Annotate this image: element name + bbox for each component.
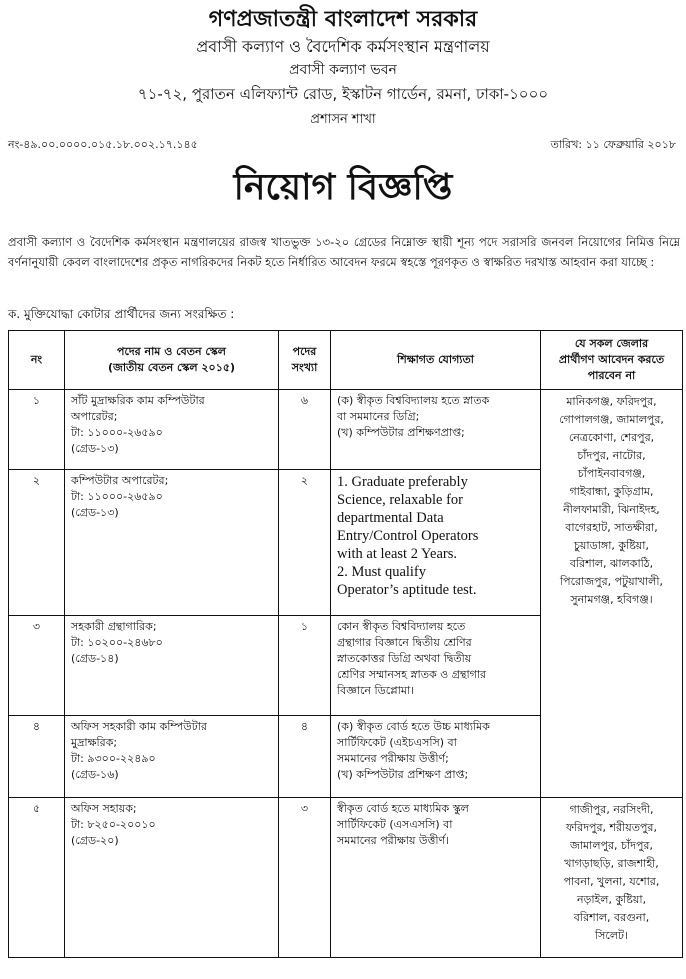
district-line: মানিকগঞ্জ, ফরিদপুর,	[566, 395, 657, 408]
row-qty: ৬	[279, 390, 331, 470]
row-post	[65, 798, 279, 958]
vacancy-table	[8, 330, 683, 958]
row-qualification	[331, 470, 541, 616]
header-districts-line1: যে সকল জেলার	[574, 337, 649, 350]
district-line: সিলেট।	[595, 929, 628, 942]
header-qty-line2: সংখ্যা	[291, 361, 318, 374]
table-row	[9, 390, 683, 470]
qualification-line: 2. Must qualify	[337, 564, 427, 580]
district-line: বরিশাল, বরগুনা,	[573, 911, 650, 924]
district-line: গাইবান্ধা, কুড়িগ্রাম,	[569, 485, 654, 498]
qualification-line: সমমানের পরীক্ষায় উত্তীর্ণ।	[337, 834, 450, 847]
quota-heading: ক. মুক্তিযোদ্ধা কোটার প্রার্থীদের জন্য সংরক্ষিত :	[8, 307, 235, 321]
qualification-line: স্নাতকোত্তর ডিগ্রি অথবা দ্বিতীয়	[337, 652, 472, 665]
post-line: অফিস সহকারী কাম কম্পিউটার	[71, 720, 207, 733]
row-qty: ৩	[279, 798, 331, 958]
address: ৭১-৭২, পুরাতন এলিফ্যান্ট রোড, ইস্কাটন গার্ডেন, রমনা, ঢাকা-১০০০	[137, 85, 549, 103]
building-name: প্রবাসী কল্যাণ ভবন	[289, 62, 397, 78]
table-header-row	[9, 331, 683, 390]
qualification-line: with at least 2 Years.	[337, 546, 458, 562]
notice-title: নিয়োগ বিজ্ঞপ্তি	[233, 166, 453, 208]
row-qualification	[331, 798, 541, 958]
district-line: খাগড়াছড়ি, রাজশাহী,	[564, 857, 659, 870]
district-line: চুয়াডাঙ্গা, কুষ্টিয়া,	[574, 539, 649, 552]
qualification-line: সমমানের পরীক্ষায় উত্তীর্ণ;	[337, 752, 449, 765]
memo-number: নং-৪৯.০০.০০০০.০১৫.১৮.০০২.১৭.১৪৫	[8, 138, 198, 151]
qualification-line: শ্রেণির সম্মানসহ স্নাতক ও গ্রন্থাগার	[337, 668, 487, 681]
districts-group-2	[541, 798, 683, 958]
header-qty-line1: পদের	[292, 345, 317, 358]
notice-date: তারিখ: ১১ ফেব্রুয়ারি ২০১৮	[550, 138, 676, 151]
row-no: ১	[9, 390, 65, 470]
district-line: ফরিদপুর, শরীয়তপুর,	[566, 821, 657, 834]
qualification-line: departmental Data	[337, 510, 444, 526]
qualification-line: (ক) স্বীকৃত বিশ্ববিদ্যালয় হতে স্নাতক	[337, 394, 490, 407]
district-line: নীলফামারী, ঝিনাইদহ,	[563, 503, 660, 516]
district-line: গাজীপুর, নরসিংদী,	[569, 803, 654, 816]
header-post-line2: (জাতীয় বেতন স্কেল ২০১৫)	[107, 361, 236, 374]
row-no: ২	[9, 470, 65, 616]
table-row	[9, 798, 683, 958]
post-line: কম্পিউটার অপারেটর;	[71, 474, 169, 487]
header-districts-line2: প্রার্থীগণ আবেদন করতে	[558, 353, 665, 366]
post-line: অপারেটর;	[71, 410, 118, 423]
intro-paragraph: প্রবাসী কল্যাণ ও বৈদেশিক কর্মসংস্থান মন্ত্রণালয়ের রাজস্ব খাতভুক্ত ১৩-২০ গ্রেডের নিম্নোক্ত স্থায়ী শূন্য পদে সরাসরি জনবল নিয়োগের নিমিত্ত নিম্নে বর্ণনানুযায়ী কেবল বাংলাদেশের প্রকৃত নাগরিকদের নিকট হতে নির্ধারিত আবেদন ফরমে স্বহস্তে পূরণকৃত ও স্বাক্ষরিত দরখাস্ত আহবান করা যাচ্ছে :	[8, 235, 680, 269]
govt-title: গণপ্রজাতন্ত্রী বাংলাদেশ সরকার	[208, 7, 478, 32]
qualification-line: বা সমমানের ডিগ্রি;	[337, 410, 420, 423]
row-post	[65, 390, 279, 470]
district-line: পিরোজপুর, পটুয়াখালী,	[559, 575, 663, 588]
district-line: গোপালগঞ্জ, জামালপুর,	[559, 413, 664, 426]
qualification-line: (খ) কম্পিউটার প্রশিক্ষণপ্রাপ্ত;	[337, 426, 465, 439]
post-line: টা: ৮২৫০-২০০১০	[71, 818, 156, 831]
header-qty	[279, 331, 331, 390]
header-no: নং	[9, 331, 65, 390]
row-qty: ১	[279, 616, 331, 716]
post-line: মুদ্রাক্ষরিক;	[71, 736, 118, 749]
qualification-line: Science, relaxable for	[337, 492, 463, 508]
branch-name: প্রশাসন শাখা	[310, 112, 376, 127]
post-line: (গ্রেড-১৩)	[71, 442, 119, 455]
district-line: চাঁপাইনবাবগঞ্জ,	[577, 467, 646, 480]
post-line: টা: ১১০০০-২৬৫৯০	[71, 490, 163, 503]
ministry-name: প্রবাসী কল্যাণ ও বৈদেশিক কর্মসংস্থান মন্ত্রণালয়	[196, 37, 490, 56]
post-line: (গ্রেড-২০)	[71, 834, 119, 847]
district-line: নেত্রকোণা, শেরপুর,	[568, 431, 655, 444]
qualification-line: 1. Graduate preferably	[337, 474, 468, 490]
row-no: ৫	[9, 798, 65, 958]
header-post	[65, 331, 279, 390]
post-line: টা: ৯৩০০-২২৪৯০	[71, 752, 156, 765]
post-line: সাঁট মুদ্রাক্ষরিক কাম কম্পিউটার	[71, 394, 205, 407]
district-line: পাবনা, খুলনা, যশোর,	[563, 875, 660, 888]
qualification-line: স্বীকৃত বোর্ড হতে মাধ্যমিক স্কুল	[337, 802, 469, 815]
row-no: ৪	[9, 716, 65, 798]
district-line: নড়াইল, কুষ্টিয়া,	[576, 893, 647, 906]
district-line: সুনামগঞ্জ, হবিগঞ্জ।	[570, 593, 653, 606]
post-line: (গ্রেড-১৩)	[71, 506, 119, 519]
header-districts-line3: পারবেন না	[587, 369, 636, 382]
post-line: টা: ১০২০০-২৪৬৮০	[71, 636, 163, 649]
qualification-line: বিজ্ঞানে ডিপ্লোমা।	[337, 684, 415, 697]
post-line: (গ্রেড-১৪)	[71, 652, 119, 665]
post-line: টা: ১১০০০-২৬৫৯০	[71, 426, 163, 439]
district-line: বরিশাল, ঝালকাঠি,	[569, 557, 654, 570]
districts-group-1	[541, 390, 683, 798]
row-post	[65, 716, 279, 798]
row-no: ৩	[9, 616, 65, 716]
row-qty: ৪	[279, 716, 331, 798]
row-qualification	[331, 716, 541, 798]
qualification-line: Entry/Control Operators	[337, 528, 479, 544]
district-line: চাঁদপুর, নাটোর,	[577, 449, 646, 462]
qualification-line: Operator’s aptitude test.	[337, 582, 477, 598]
qualification-line: সার্টিফিকেট (এইচএসসি) বা	[337, 736, 457, 749]
qualification-line: (ক) স্বীকৃত বোর্ড হতে উচ্চ মাধ্যমিক	[337, 720, 490, 733]
post-line: সহকারী গ্রন্থাগারিক;	[71, 620, 157, 633]
district-line: বাগেরহাট, সাতক্ষীরা,	[565, 521, 658, 534]
row-qty: ২	[279, 470, 331, 616]
row-qualification	[331, 390, 541, 470]
qualification-line: (খ) কম্পিউটার প্রশিক্ষণ প্রাপ্ত;	[337, 768, 469, 781]
post-line: অফিস সহায়ক;	[71, 802, 137, 815]
post-line: (গ্রেড-১৬)	[71, 768, 119, 781]
row-post	[65, 616, 279, 716]
district-line: জামালপুর, চাঁদপুর,	[570, 839, 653, 852]
header-post-line1: পদের নাম ও বেতন স্কেল	[117, 345, 226, 358]
qualification-line: গ্রন্থাগার বিজ্ঞানে দ্বিতীয় শ্রেণির	[337, 636, 472, 649]
qualification-line: কোন স্বীকৃত বিশ্ববিদ্যালয় হতে	[337, 620, 466, 633]
row-qualification	[331, 616, 541, 716]
row-post	[65, 470, 279, 616]
header-districts	[541, 331, 683, 390]
qualification-line: সার্টিফিকেট (এসএসসি) বা	[337, 818, 453, 831]
header-qualification: শিক্ষাগত যোগ্যতা	[331, 331, 541, 390]
